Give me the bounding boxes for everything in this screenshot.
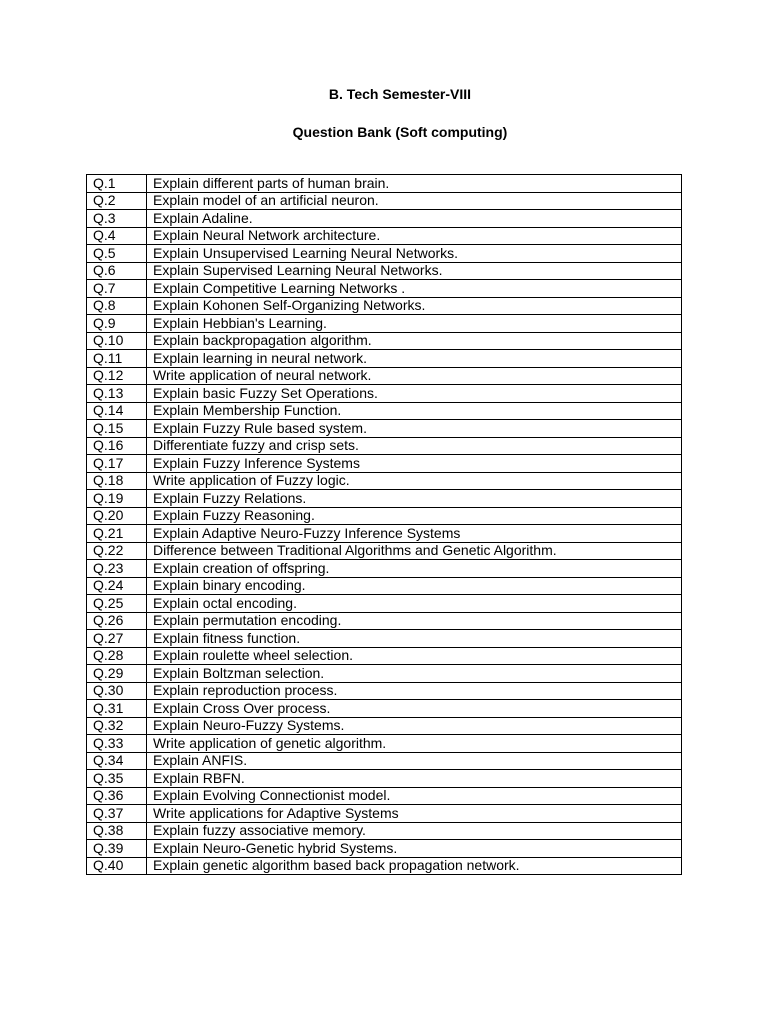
question-text: Explain binary encoding. <box>147 577 682 595</box>
question-table <box>86 174 682 875</box>
question-number: Q.30 <box>87 682 147 700</box>
question-text: Explain genetic algorithm based back propagation network. <box>147 857 682 875</box>
question-text: Differentiate fuzzy and crisp sets. <box>147 437 682 455</box>
table-row <box>87 175 682 193</box>
question-number: Q.8 <box>87 297 147 315</box>
question-number: Q.1 <box>87 175 147 193</box>
table-row <box>87 507 682 525</box>
question-number: Q.14 <box>87 402 147 420</box>
question-text: Explain Adaline. <box>147 210 682 228</box>
table-row <box>87 245 682 263</box>
question-number: Q.27 <box>87 630 147 648</box>
question-text: Explain Competitive Learning Networks . <box>147 280 682 298</box>
table-row <box>87 227 682 245</box>
table-row <box>87 367 682 385</box>
question-text: Explain Boltzman selection. <box>147 665 682 683</box>
table-row <box>87 315 682 333</box>
table-row <box>87 805 682 823</box>
question-number: Q.3 <box>87 210 147 228</box>
question-number: Q.26 <box>87 612 147 630</box>
question-text: Explain Unsupervised Learning Neural Networks. <box>147 245 682 263</box>
question-text: Explain permutation encoding. <box>147 612 682 630</box>
question-text: Write application of genetic algorithm. <box>147 735 682 753</box>
question-text: Explain Neuro-Fuzzy Systems. <box>147 717 682 735</box>
question-number: Q.36 <box>87 787 147 805</box>
question-text: Explain Kohonen Self-Organizing Networks. <box>147 297 682 315</box>
table-row <box>87 840 682 858</box>
table-row <box>87 455 682 473</box>
question-number: Q.7 <box>87 280 147 298</box>
question-text: Explain octal encoding. <box>147 595 682 613</box>
question-number: Q.32 <box>87 717 147 735</box>
page-title: B. Tech Semester-VIII <box>328 86 472 102</box>
question-table-body <box>87 175 682 875</box>
table-row <box>87 857 682 875</box>
table-row <box>87 770 682 788</box>
question-number: Q.39 <box>87 840 147 858</box>
table-row <box>87 630 682 648</box>
question-number: Q.9 <box>87 315 147 333</box>
question-text: Explain RBFN. <box>147 770 682 788</box>
question-number: Q.25 <box>87 595 147 613</box>
table-row <box>87 490 682 508</box>
question-number: Q.28 <box>87 647 147 665</box>
question-number: Q.17 <box>87 455 147 473</box>
question-number: Q.31 <box>87 700 147 718</box>
question-number: Q.20 <box>87 507 147 525</box>
question-number: Q.29 <box>87 665 147 683</box>
question-text: Explain reproduction process. <box>147 682 682 700</box>
table-row <box>87 297 682 315</box>
question-number: Q.38 <box>87 822 147 840</box>
table-row <box>87 192 682 210</box>
table-row <box>87 210 682 228</box>
question-text: Explain Hebbian's Learning. <box>147 315 682 333</box>
question-number: Q.10 <box>87 332 147 350</box>
question-number: Q.6 <box>87 262 147 280</box>
question-number: Q.12 <box>87 367 147 385</box>
question-number: Q.24 <box>87 577 147 595</box>
table-row <box>87 420 682 438</box>
question-text: Explain different parts of human brain. <box>147 175 682 193</box>
table-row <box>87 262 682 280</box>
table-row <box>87 525 682 543</box>
question-number: Q.40 <box>87 857 147 875</box>
question-text: Explain creation of offspring. <box>147 560 682 578</box>
question-text: Explain learning in neural network. <box>147 350 682 368</box>
question-number: Q.37 <box>87 805 147 823</box>
question-text: Explain Fuzzy Reasoning. <box>147 507 682 525</box>
table-row <box>87 332 682 350</box>
question-text: Explain Neural Network architecture. <box>147 227 682 245</box>
table-row <box>87 700 682 718</box>
table-row <box>87 385 682 403</box>
table-row <box>87 437 682 455</box>
question-text: Difference between Traditional Algorithms and Genetic Algorithm. <box>147 542 682 560</box>
table-row <box>87 612 682 630</box>
question-text: Explain Adaptive Neuro-Fuzzy Inference Systems <box>147 525 682 543</box>
table-row <box>87 735 682 753</box>
question-text: Explain Fuzzy Relations. <box>147 490 682 508</box>
table-row <box>87 560 682 578</box>
question-text: Explain ANFIS. <box>147 752 682 770</box>
question-number: Q.11 <box>87 350 147 368</box>
table-row <box>87 717 682 735</box>
question-number: Q.34 <box>87 752 147 770</box>
table-row <box>87 665 682 683</box>
table-row <box>87 280 682 298</box>
question-number: Q.22 <box>87 542 147 560</box>
table-row <box>87 595 682 613</box>
question-text: Explain roulette wheel selection. <box>147 647 682 665</box>
question-number: Q.23 <box>87 560 147 578</box>
question-text: Write applications for Adaptive Systems <box>147 805 682 823</box>
question-text: Explain Neuro-Genetic hybrid Systems. <box>147 840 682 858</box>
question-number: Q.4 <box>87 227 147 245</box>
question-number: Q.18 <box>87 472 147 490</box>
question-text: Write application of neural network. <box>147 367 682 385</box>
table-row <box>87 402 682 420</box>
question-text: Explain Supervised Learning Neural Networks. <box>147 262 682 280</box>
question-number: Q.15 <box>87 420 147 438</box>
question-number: Q.19 <box>87 490 147 508</box>
table-row <box>87 542 682 560</box>
question-number: Q.21 <box>87 525 147 543</box>
table-row <box>87 472 682 490</box>
question-text: Explain fitness function. <box>147 630 682 648</box>
question-text: Explain Membership Function. <box>147 402 682 420</box>
table-row <box>87 577 682 595</box>
table-row <box>87 752 682 770</box>
page-subtitle: Question Bank (Soft computing) <box>292 124 508 140</box>
question-number: Q.33 <box>87 735 147 753</box>
question-text: Explain Evolving Connectionist model. <box>147 787 682 805</box>
question-number: Q.16 <box>87 437 147 455</box>
table-row <box>87 682 682 700</box>
question-text: Explain model of an artificial neuron. <box>147 192 682 210</box>
question-number: Q.35 <box>87 770 147 788</box>
table-row <box>87 822 682 840</box>
table-row <box>87 647 682 665</box>
question-text: Write application of Fuzzy logic. <box>147 472 682 490</box>
table-row <box>87 787 682 805</box>
question-text: Explain Fuzzy Rule based system. <box>147 420 682 438</box>
question-text: Explain fuzzy associative memory. <box>147 822 682 840</box>
question-number: Q.2 <box>87 192 147 210</box>
question-text: Explain Cross Over process. <box>147 700 682 718</box>
question-text: Explain basic Fuzzy Set Operations. <box>147 385 682 403</box>
table-row <box>87 350 682 368</box>
question-number: Q.13 <box>87 385 147 403</box>
question-number: Q.5 <box>87 245 147 263</box>
question-text: Explain Fuzzy Inference Systems <box>147 455 682 473</box>
question-text: Explain backpropagation algorithm. <box>147 332 682 350</box>
